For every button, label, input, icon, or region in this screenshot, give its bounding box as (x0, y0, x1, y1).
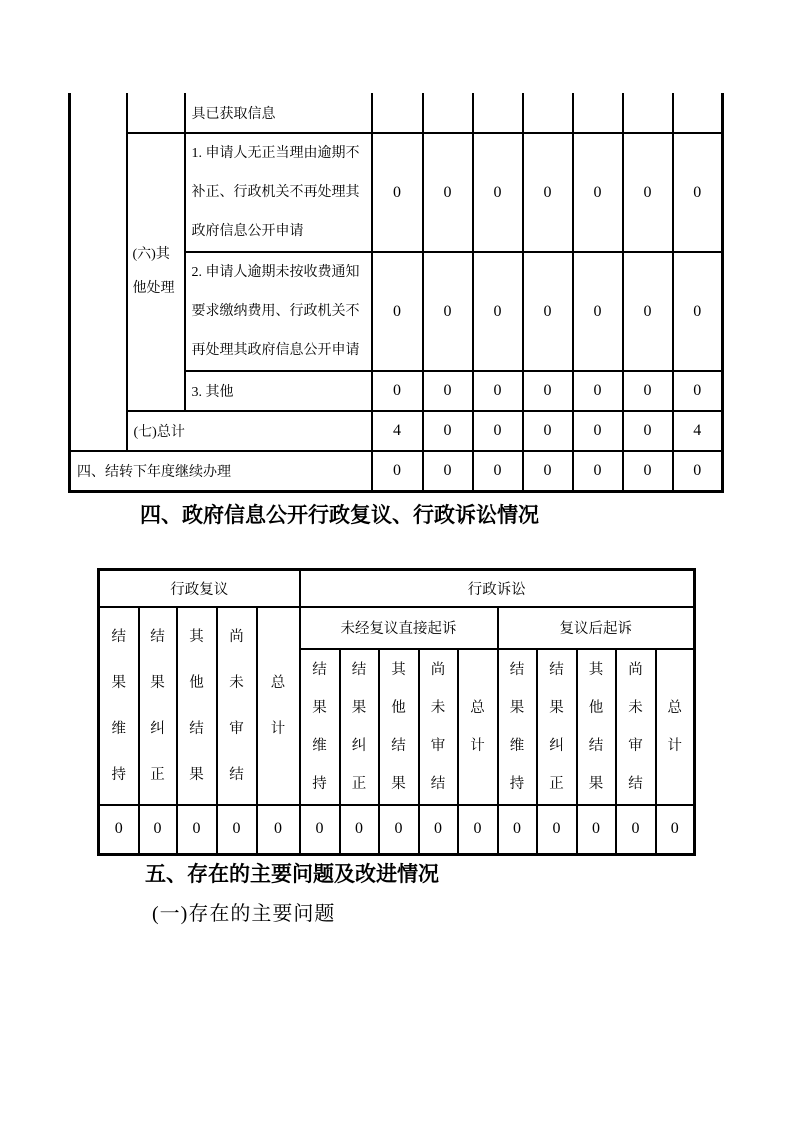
value-cell: 0 (423, 411, 473, 451)
column-header: 其他结果 (577, 649, 616, 805)
value-cell: 0 (340, 805, 379, 855)
value-cell: 4 (673, 411, 723, 451)
value-cell: 0 (523, 371, 573, 411)
value-cell: 0 (523, 411, 573, 451)
value-cell: 0 (573, 371, 623, 411)
column-header: 结果纠正 (537, 649, 577, 805)
post-review-suit-group-header: 复议后起诉 (498, 607, 695, 649)
value-cell: 0 (616, 805, 656, 855)
value-cell: 0 (623, 133, 673, 252)
value-cell: 0 (372, 451, 423, 491)
row-label: 四、结转下年度继续办理 (70, 451, 372, 491)
row-label: 1. 申请人无正当理由逾期不补正、行政机关不再处理其政府信息公开申请 (185, 133, 372, 252)
outer-category-cell (70, 93, 127, 451)
value-cell (673, 93, 723, 133)
value-cell: 0 (473, 371, 523, 411)
column-header: 其他结果 (177, 607, 217, 805)
row-label: 3. 其他 (185, 371, 372, 411)
processing-results-table (68, 93, 724, 493)
value-cell: 0 (537, 805, 577, 855)
value-cell: 0 (423, 451, 473, 491)
value-cell (523, 93, 573, 133)
section-five-heading: 五、存在的主要问题及改进情况 (145, 863, 439, 886)
table-row (70, 93, 723, 133)
column-header: 尚未审结 (419, 649, 458, 805)
value-cell: 0 (99, 805, 139, 855)
value-cell: 0 (423, 133, 473, 252)
value-cell: 4 (372, 411, 423, 451)
value-cell: 0 (372, 371, 423, 411)
column-header: 尚未审结 (616, 649, 656, 805)
value-cell: 0 (573, 133, 623, 252)
value-cell: 0 (300, 805, 340, 855)
value-cell: 0 (523, 133, 573, 252)
value-cell: 0 (379, 805, 419, 855)
data-row (99, 805, 695, 855)
value-cell: 0 (623, 371, 673, 411)
value-cell: 0 (623, 252, 673, 371)
value-cell (623, 93, 673, 133)
value-cell: 0 (177, 805, 217, 855)
column-header: 结果维持 (300, 649, 340, 805)
value-cell (573, 93, 623, 133)
column-header: 其他结果 (379, 649, 419, 805)
table-row-total (70, 411, 723, 451)
litigation-group-header: 行政诉讼 (300, 570, 695, 607)
table-row (70, 133, 723, 252)
value-cell: 0 (673, 252, 723, 371)
column-header: 尚未审结 (217, 607, 257, 805)
value-cell: 0 (573, 451, 623, 491)
column-header: 总计 (257, 607, 300, 805)
section-five-sub-heading: (一)存在的主要问题 (152, 903, 336, 925)
value-cell: 0 (498, 805, 537, 855)
value-cell: 0 (139, 805, 177, 855)
value-cell: 0 (257, 805, 300, 855)
value-cell: 0 (523, 451, 573, 491)
value-cell: 0 (573, 252, 623, 371)
column-header: 结果纠正 (340, 649, 379, 805)
value-cell: 0 (577, 805, 616, 855)
group-header-row (99, 570, 695, 607)
cut-group-cell (127, 93, 185, 133)
value-cell: 0 (523, 252, 573, 371)
table-row-carryover (70, 451, 723, 491)
value-cell: 0 (623, 451, 673, 491)
value-cell (372, 93, 423, 133)
value-cell: 0 (473, 133, 523, 252)
value-cell: 0 (423, 371, 473, 411)
review-group-header: 行政复议 (99, 570, 300, 607)
value-cell: 0 (673, 371, 723, 411)
subgroup-header-row (99, 607, 695, 649)
value-cell: 0 (473, 411, 523, 451)
value-cell: 0 (423, 252, 473, 371)
column-header: 总计 (656, 649, 695, 805)
direct-suit-group-header: 未经复议直接起诉 (300, 607, 498, 649)
column-header: 结果纠正 (139, 607, 177, 805)
row-label: 具已获取信息 (185, 93, 372, 133)
value-cell: 0 (473, 252, 523, 371)
value-cell (473, 93, 523, 133)
value-cell: 0 (623, 411, 673, 451)
value-cell: 0 (372, 252, 423, 371)
value-cell: 0 (656, 805, 695, 855)
value-cell: 0 (473, 451, 523, 491)
value-cell (423, 93, 473, 133)
column-header: 总计 (458, 649, 498, 805)
column-header: 结果维持 (99, 607, 139, 805)
row-label: (七)总计 (127, 411, 372, 451)
value-cell: 0 (573, 411, 623, 451)
value-cell: 0 (217, 805, 257, 855)
group-label: (六)其他处理 (127, 133, 185, 411)
row-label: 2. 申请人逾期未按收费通知要求缴纳费用、行政机关不再处理其政府信息公开申请 (185, 252, 372, 371)
value-cell: 0 (673, 451, 723, 491)
column-header: 结果维持 (498, 649, 537, 805)
section-four-heading: 四、政府信息公开行政复议、行政诉讼情况 (140, 504, 539, 527)
value-cell: 0 (673, 133, 723, 252)
value-cell: 0 (458, 805, 498, 855)
review-litigation-table (97, 568, 696, 856)
value-cell: 0 (419, 805, 458, 855)
value-cell: 0 (372, 133, 423, 252)
